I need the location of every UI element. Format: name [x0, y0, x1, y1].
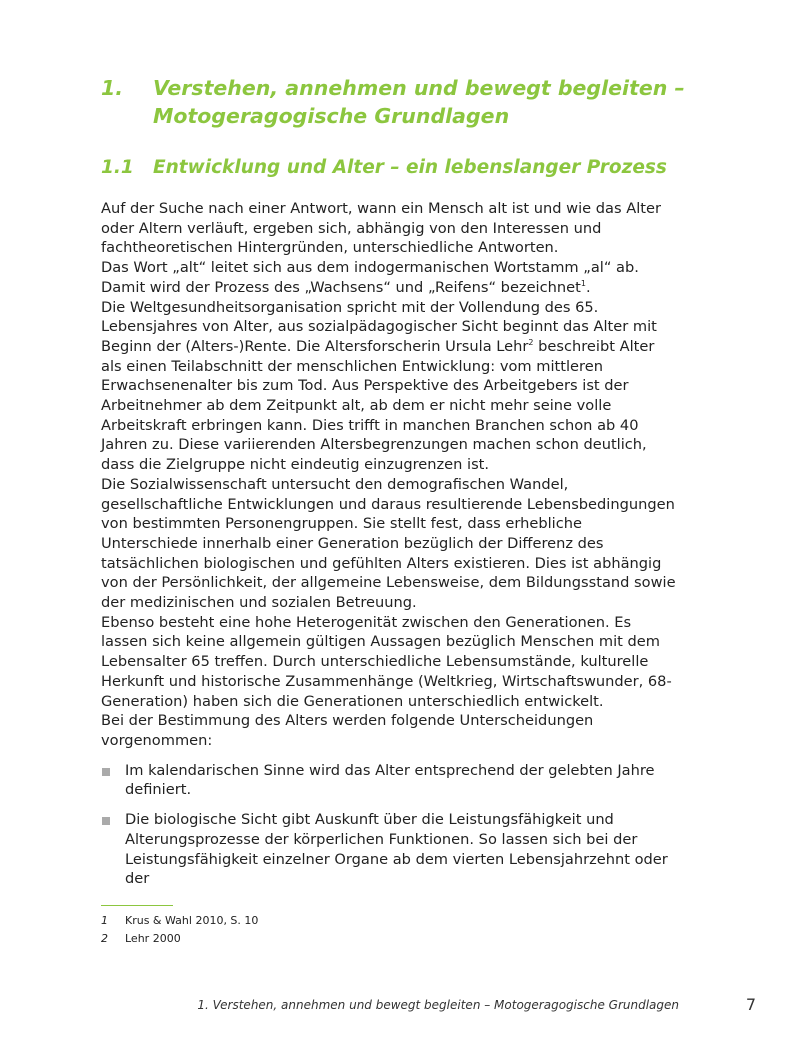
paragraph-4: Die Sozialwissenschaft untersucht den demografischen Wandel, gesellschaftliche Entwicklungen und daraus resultierende Lebensbedingungen von bestimmten Personengruppen. Sie stellt fest, dass erhebliche Unterschiede innerhalb einer Generation bezüglich der Differenz des tatsächlichen biologischen und gefühlten Alters existieren. Dies ist abhängig von der Persönlichkeit, der allgemeine Lebensweise, dem Bildungsstand sowie der medizinischen und sozialen Betreuung.	[101, 475, 676, 612]
footnote-text: Krus & Wahl 2010, S. 10	[125, 914, 259, 927]
list-item	[101, 810, 679, 889]
chapter-number: 1.	[101, 76, 124, 100]
running-head: 1. Verstehen, annehmen und bewegt begleiten – Motogeragogische Grundlagen	[197, 998, 679, 1012]
section-number: 1.1	[101, 157, 134, 178]
chapter-title-line-2: Motogeragogische Grundlagen	[153, 104, 510, 128]
paragraph-2-text: Das Wort „alt“ leitet sich aus dem indogermanischen Wortstamm „al“ ab. Damit wird der Prozess des „Wachsens“ und „Reifens“ bezeichnet	[101, 259, 639, 296]
chapter-heading	[101, 74, 741, 130]
footnote-number: 1	[101, 914, 108, 927]
footnote-divider	[101, 905, 173, 906]
footnote-1	[101, 912, 258, 930]
section-title: Entwicklung und Alter – ein lebenslanger Prozess	[153, 157, 667, 178]
chapter-title-line-1: Verstehen, annehmen und bewegt begleiten –	[153, 76, 685, 100]
paragraph-2	[101, 258, 679, 297]
paragraph-6: Bei der Bestimmung des Alters werden folgende Unterscheidungen vorgenommen:	[101, 712, 594, 749]
page-number: 7	[745, 995, 756, 1014]
list-item-text: Die biologische Sicht gibt Auskunft über die Leistungsfähigkeit und Alterungsprozesse der körperlichen Funktionen. So lassen sich bei der Leistungsfähigkeit einzelner Organe ab dem vierten Lebensjahrzehnt oder der	[125, 811, 668, 888]
body-text	[101, 199, 679, 899]
list-item	[101, 761, 679, 800]
square-bullet-icon	[102, 768, 110, 776]
footnotes	[101, 912, 258, 948]
paragraph-2-end: .	[585, 278, 591, 296]
square-bullet-icon	[102, 817, 110, 825]
chapter-title	[153, 74, 741, 130]
footnote-number: 2	[101, 932, 108, 945]
section-heading	[101, 154, 741, 182]
list-item-text: Im kalendarischen Sinne wird das Alter entsprechend der gelebten Jahre definiert.	[125, 761, 655, 799]
footnote-ref-1[interactable]: 1	[580, 278, 586, 288]
bullet-list	[101, 761, 679, 889]
paragraph-1: Auf der Suche nach einer Antwort, wann ein Mensch alt ist und wie das Alter oder Altern verläuft, ergeben sich, abhängig von den Interessen und fachtheoretischen Hintergründen, unterschiedliche Antworten.	[101, 200, 661, 257]
paragraph-3-text-end: beschreibt Alter als einen Teilabschnitt der menschlichen Entwicklung: vom mittleren Erwachsenenalter bis zum Tod. Aus Perspektive des Arbeitgebers ist der Arbeitnehmer ab dem Zeitpunkt alt, ab dem er nicht mehr seine volle Arbeitskraft erbringen kann. Dies trifft in manchen Branchen schon ab 40 Jahren zu. Diese variierenden Altersbegrenzungen machen schon deutlich, dass die Zielgruppe nicht eindeutig einzugrenzen ist.	[101, 337, 655, 474]
paragraph-3-text-start: Die Weltgesundheitsorganisation spricht mit der Vollendung des 65. Lebensjahres von Alter, aus sozialpädagogischer Sicht beginnt das Alter mit Beginn der (Alters-)Rente. Die Altersforscherin Ursula Lehr	[101, 298, 657, 355]
paragraph-3	[101, 298, 679, 475]
footnote-2	[101, 930, 258, 948]
paragraph-5: Ebenso besteht eine hohe Heterogenität zwischen den Generationen. Es lassen sich keine allgemein gültigen Aussagen bezüglich Menschen mit dem Lebensalter 65 treffen. Durch unterschiedliche Lebensumstände, kulturelle Herkunft und historische Zusammenhänge (Weltkrieg, Wirtschaftswunder, 68-Generation) haben sich die Generationen unterschiedlich entwickelt.	[101, 613, 672, 710]
footnote-text: Lehr 2000	[125, 932, 181, 945]
footnote-ref-2[interactable]: 2	[528, 338, 534, 348]
